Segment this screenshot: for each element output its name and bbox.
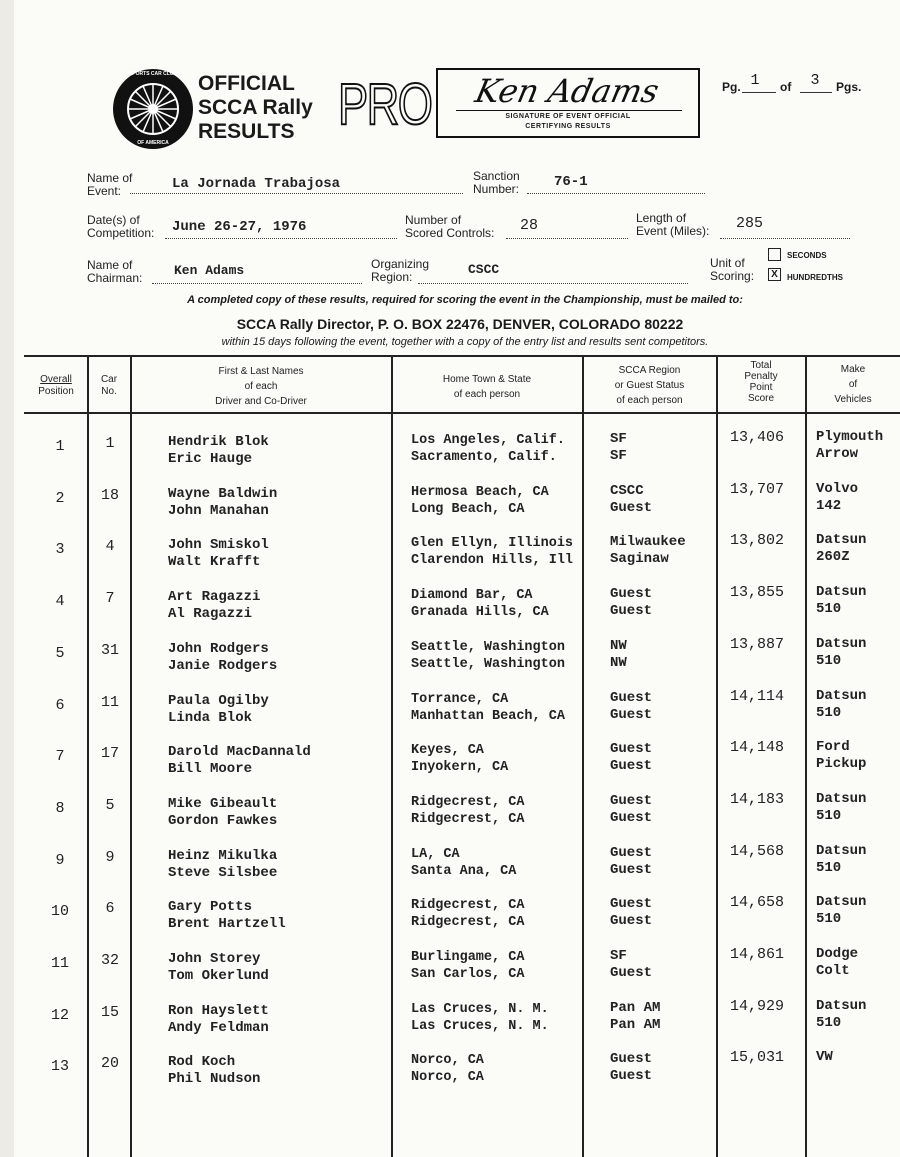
- of-label: of: [780, 80, 792, 94]
- driver-hometown: Hermosa Beach, CA: [411, 485, 549, 500]
- driver-name: John Rodgers: [168, 641, 269, 657]
- car-number-cell: 32: [100, 952, 119, 969]
- driver-hometown: Glen Ellyn, Illinois: [411, 536, 574, 551]
- codriver-name: Brent Hartzell: [168, 916, 286, 932]
- length-line: [720, 238, 850, 239]
- logo-text-top: SPORTS CAR CLUB: [128, 71, 178, 77]
- position-cell: 8: [55, 800, 65, 817]
- driver-hometown: Ridgecrest, CA: [411, 795, 525, 810]
- codriver-name: Gordon Fawkes: [168, 813, 278, 829]
- vehicle-make: Datsun: [816, 998, 867, 1014]
- codriver-hometown: Seattle, Washington: [411, 657, 565, 672]
- page-number-line: [742, 92, 776, 93]
- region-value: CSCC: [468, 262, 500, 277]
- controls-label: Number of Scored Controls:: [405, 213, 495, 240]
- col-divider-3: [391, 355, 393, 1157]
- car-number-cell: 31: [100, 642, 119, 659]
- driver-hometown: Seattle, Washington: [411, 640, 565, 655]
- vehicle-model: 142: [816, 498, 842, 514]
- vehicle-make: Datsun: [816, 791, 867, 807]
- driver-region: SF: [610, 948, 627, 964]
- scca-wheel-icon: [112, 68, 194, 150]
- driver-hometown: Burlingame, CA: [411, 950, 525, 965]
- codriver-hometown: Granada Hills, CA: [411, 605, 549, 620]
- controls-value: 28: [520, 217, 539, 234]
- driver-name: Hendrik Blok: [168, 434, 269, 450]
- driver-region: CSCC: [610, 483, 644, 499]
- dates-label: Date(s) of Competition:: [87, 213, 155, 240]
- codriver-region: Guest: [610, 913, 653, 929]
- table-top-rule: [24, 355, 900, 357]
- codriver-hometown: Sacramento, Calif.: [411, 450, 557, 465]
- codriver-hometown: Ridgecrest, CA: [411, 915, 525, 930]
- pgs-label: Pgs.: [836, 80, 862, 94]
- signature-caption-2: CERTIFYING RESULTS: [525, 123, 611, 130]
- vehicle-make: Datsun: [816, 843, 867, 859]
- header-make: Make of Vehicles: [834, 364, 872, 405]
- position-cell: 11: [50, 955, 69, 972]
- signature-box: [436, 68, 700, 138]
- position-cell: 3: [55, 541, 65, 558]
- car-number-cell: 20: [100, 1055, 119, 1072]
- logo-text-bottom: OF AMERICA: [137, 140, 169, 146]
- vehicle-model: Pickup: [816, 756, 867, 772]
- codriver-name: Al Ragazzi: [168, 606, 253, 622]
- vehicle-model: Arrow: [816, 446, 859, 462]
- penalty-score: 15,031: [730, 1049, 785, 1066]
- penalty-score: 13,707: [730, 481, 785, 498]
- chairman-label: Name of Chairman:: [87, 258, 143, 285]
- results-sheet: [14, 0, 900, 1157]
- codriver-hometown: Manhattan Beach, CA: [411, 709, 565, 724]
- car-number-cell: 9: [105, 849, 115, 866]
- table-header-rule: [24, 412, 900, 414]
- pro-label: PRO: [338, 72, 432, 137]
- title-line-3: RESULTS: [198, 120, 295, 143]
- vehicle-model: 510: [816, 808, 842, 824]
- vehicle-model: 510: [816, 911, 842, 927]
- codriver-region: Guest: [610, 810, 653, 826]
- vehicle-make: Ford: [816, 739, 850, 755]
- codriver-name: Linda Blok: [168, 710, 253, 726]
- position-cell: 12: [50, 1007, 69, 1024]
- vehicle-model: 510: [816, 1015, 842, 1031]
- page-number: 1: [750, 72, 760, 89]
- header-car: Car No.: [100, 374, 118, 397]
- penalty-score: 13,802: [730, 532, 785, 549]
- vehicle-model: 510: [816, 860, 842, 876]
- car-number-cell: 5: [105, 797, 115, 814]
- vehicle-make: Volvo: [816, 481, 859, 497]
- vehicle-make: Datsun: [816, 688, 867, 704]
- codriver-hometown: Long Beach, CA: [411, 502, 525, 517]
- penalty-score: 14,658: [730, 894, 785, 911]
- position-cell: 5: [55, 645, 65, 662]
- codriver-region: Guest: [610, 758, 653, 774]
- length-value: 285: [736, 215, 764, 232]
- codriver-name: Steve Silsbee: [168, 865, 278, 881]
- codriver-region: Guest: [610, 965, 653, 981]
- car-number-cell: 11: [100, 694, 119, 711]
- col-divider-5: [716, 355, 718, 1157]
- driver-region: Milwaukee: [610, 534, 686, 550]
- penalty-score: 14,568: [730, 843, 785, 860]
- notice-line-1: A completed copy of these results, required for scoring the event in the Championship, must be mailed to:: [187, 294, 743, 306]
- driver-region: Guest: [610, 845, 653, 861]
- driver-region: Guest: [610, 793, 653, 809]
- car-number-cell: 7: [105, 590, 115, 607]
- col-divider-4: [582, 355, 584, 1157]
- page-total: 3: [810, 72, 820, 89]
- notice-line-3: within 15 days following the event, together with a copy of the entry list and results sent competitors.: [221, 336, 709, 348]
- car-number-cell: 4: [105, 538, 115, 555]
- position-cell: 6: [55, 697, 65, 714]
- codriver-name: Walt Krafft: [168, 554, 261, 570]
- codriver-name: Bill Moore: [168, 761, 253, 777]
- codriver-region: Saginaw: [610, 551, 669, 567]
- codriver-hometown: Santa Ana, CA: [411, 864, 517, 879]
- car-number-cell: 1: [105, 435, 115, 452]
- event-line: [130, 193, 463, 194]
- vehicle-make: VW: [816, 1049, 833, 1065]
- driver-region: Guest: [610, 896, 653, 912]
- codriver-hometown: Las Cruces, N. M.: [411, 1019, 549, 1034]
- codriver-name: John Manahan: [168, 503, 269, 519]
- header-position: Overall Position: [38, 374, 74, 397]
- signature: Ken Adams: [471, 72, 663, 110]
- driver-name: Ron Hayslett: [168, 1003, 269, 1019]
- codriver-hometown: Norco, CA: [411, 1070, 484, 1085]
- notice-address: SCCA Rally Director, P. O. BOX 22476, DENVER, COLORADO 80222: [236, 316, 684, 332]
- event-label: Name of Event:: [87, 171, 133, 198]
- penalty-score: 14,148: [730, 739, 785, 756]
- driver-region: Pan AM: [610, 1000, 661, 1016]
- car-number-cell: 18: [100, 487, 119, 504]
- driver-name: John Storey: [168, 951, 261, 967]
- penalty-score: 14,861: [730, 946, 785, 963]
- chairman-line: [152, 283, 362, 284]
- vehicle-model: Colt: [816, 963, 850, 979]
- vehicle-make: Datsun: [816, 894, 867, 910]
- driver-name: Rod Koch: [168, 1054, 236, 1070]
- codriver-region: Guest: [610, 603, 653, 619]
- vehicle-model: 510: [816, 653, 842, 669]
- sanction-label: Sanction Number:: [473, 169, 520, 196]
- signature-line: [456, 110, 682, 111]
- hundredths-option-label: HUNDREDTHS: [787, 273, 843, 282]
- vehicle-make: Datsun: [816, 532, 867, 548]
- header-names: First & Last Names of each Driver and Co-Driver: [215, 366, 307, 407]
- signature-caption-1: SIGNATURE OF EVENT OFFICIAL: [505, 113, 631, 120]
- position-cell: 1: [55, 438, 65, 455]
- vehicle-make: Datsun: [816, 584, 867, 600]
- penalty-score: 13,855: [730, 584, 785, 601]
- codriver-hometown: San Carlos, CA: [411, 967, 525, 982]
- penalty-score: 13,887: [730, 636, 785, 653]
- page-label: Pg.: [722, 80, 741, 94]
- dates-line: [165, 238, 397, 239]
- driver-hometown: Diamond Bar, CA: [411, 588, 533, 603]
- position-cell: 2: [55, 490, 65, 507]
- seconds-checkbox[interactable]: [768, 248, 781, 261]
- penalty-score: 14,183: [730, 791, 785, 808]
- driver-name: Darold MacDannald: [168, 744, 311, 760]
- page-total-line: [800, 92, 832, 93]
- driver-name: Wayne Baldwin: [168, 486, 278, 502]
- driver-hometown: Ridgecrest, CA: [411, 898, 525, 913]
- codriver-hometown: Ridgecrest, CA: [411, 812, 525, 827]
- codriver-region: Guest: [610, 500, 653, 516]
- driver-hometown: Las Cruces, N. M.: [411, 1002, 549, 1017]
- controls-line: [506, 238, 628, 239]
- codriver-name: Tom Okerlund: [168, 968, 269, 984]
- length-label: Length of Event (Miles):: [636, 211, 710, 238]
- driver-region: NW: [610, 638, 627, 654]
- penalty-score: 13,406: [730, 429, 785, 446]
- vehicle-make: Dodge: [816, 946, 859, 962]
- car-number-cell: 15: [100, 1004, 119, 1021]
- title-line-1: OFFICIAL: [198, 72, 295, 95]
- driver-name: Paula Ogilby: [168, 693, 269, 709]
- sanction-value: 76-1: [554, 174, 588, 190]
- chairman-value: Ken Adams: [174, 263, 245, 278]
- driver-name: Art Ragazzi: [168, 589, 261, 605]
- driver-hometown: Keyes, CA: [411, 743, 484, 758]
- seconds-option-label: SECONDS: [787, 251, 827, 260]
- region-line: [418, 283, 688, 284]
- codriver-name: Eric Hauge: [168, 451, 253, 467]
- driver-name: John Smiskol: [168, 537, 269, 553]
- position-cell: 9: [55, 852, 65, 869]
- position-cell: 7: [55, 748, 65, 765]
- region-label: Organizing Region:: [371, 257, 430, 284]
- hundredths-checkbox[interactable]: X: [768, 268, 781, 281]
- unit-label: Unit of Scoring:: [710, 256, 755, 283]
- codriver-hometown: Inyokern, CA: [411, 760, 509, 775]
- codriver-name: Andy Feldman: [168, 1020, 269, 1036]
- sanction-line: [527, 193, 705, 194]
- codriver-hometown: Clarendon Hills, Ill: [411, 553, 574, 568]
- codriver-region: Pan AM: [610, 1017, 661, 1033]
- driver-name: Mike Gibeault: [168, 796, 278, 812]
- driver-hometown: LA, CA: [411, 847, 460, 862]
- codriver-region: Guest: [610, 862, 653, 878]
- header-hometown: Home Town & State of each person: [442, 374, 532, 400]
- driver-region: Guest: [610, 586, 653, 602]
- vehicle-make: Datsun: [816, 636, 867, 652]
- vehicle-model: 510: [816, 601, 842, 617]
- scca-logo: [112, 68, 194, 150]
- codriver-region: Guest: [610, 1068, 653, 1084]
- penalty-score: 14,929: [730, 998, 785, 1015]
- position-cell: 4: [55, 593, 65, 610]
- driver-region: SF: [610, 431, 627, 447]
- driver-hometown: Norco, CA: [411, 1053, 484, 1068]
- codriver-region: SF: [610, 448, 627, 464]
- vehicle-model: 260Z: [816, 549, 850, 565]
- driver-name: Gary Potts: [168, 899, 253, 915]
- vehicle-make: Plymouth: [816, 429, 884, 445]
- driver-region: Guest: [610, 690, 653, 706]
- header-score: Total Penalty Point Score: [744, 360, 778, 404]
- car-number-cell: 6: [105, 900, 115, 917]
- vehicle-model: 510: [816, 705, 842, 721]
- dates-value: June 26-27, 1976: [172, 219, 307, 235]
- driver-hometown: Torrance, CA: [411, 692, 509, 707]
- driver-name: Heinz Mikulka: [168, 848, 278, 864]
- header-region: SCCA Region or Guest Status of each person: [614, 365, 685, 406]
- car-number-cell: 17: [100, 745, 119, 762]
- codriver-region: NW: [610, 655, 627, 671]
- position-cell: 13: [50, 1058, 69, 1075]
- position-cell: 10: [50, 903, 69, 920]
- penalty-score: 14,114: [730, 688, 785, 705]
- codriver-name: Janie Rodgers: [168, 658, 278, 674]
- driver-region: Guest: [610, 1051, 653, 1067]
- title-line-2: SCCA Rally: [198, 96, 313, 119]
- driver-hometown: Los Angeles, Calif.: [411, 433, 565, 448]
- col-divider-6: [805, 355, 807, 1157]
- codriver-name: Phil Nudson: [168, 1071, 261, 1087]
- driver-region: Guest: [610, 741, 653, 757]
- event-value: La Jornada Trabajosa: [172, 176, 341, 192]
- codriver-region: Guest: [610, 707, 653, 723]
